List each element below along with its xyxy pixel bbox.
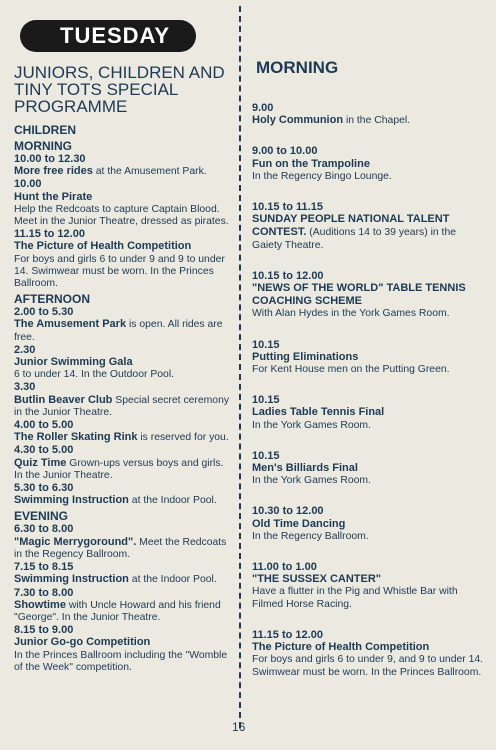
entry-body: [252, 641, 484, 679]
entry-time: 9.00 to 10.00: [252, 145, 318, 158]
entry-time: 10.15: [252, 338, 280, 351]
morning-list: [14, 153, 232, 290]
entry-time: 10.15 to 11.15: [252, 201, 323, 214]
entry-text: is open. All rides are free.: [14, 319, 223, 343]
entry-time: 9.00: [252, 102, 274, 114]
entry-text: In the Regency Bingo Lounge.: [252, 170, 392, 182]
schedule-entry: [14, 344, 232, 382]
entry-title: Swimming Instruction: [14, 494, 129, 507]
entry-body: [252, 462, 484, 487]
schedule-entry: [14, 561, 232, 586]
schedule-entry: [14, 228, 232, 290]
entry-title: "NEWS OF THE WORLD" TABLE TENNIS COACHING SCHEME: [252, 282, 466, 308]
evening-list: [14, 523, 232, 673]
page-number: 16: [232, 720, 246, 734]
afternoon-list: [14, 306, 232, 507]
section-morning: MORNING: [14, 139, 72, 153]
right-heading: MORNING: [256, 58, 339, 77]
entry-text: In the York Games Room.: [252, 475, 371, 487]
entry-text: in the Chapel.: [343, 115, 411, 127]
entry-text: at the Indoor Pool.: [128, 574, 217, 586]
entry-body: [252, 573, 484, 611]
entry-text: (Auditions 14 to 39 years) in the Gaiety Theatre.: [252, 227, 456, 251]
entry-text: Help the Redcoats to capture Captain Blood. Meet in the Junior Theatre, dressed as pirates.: [14, 203, 229, 228]
entry-body: [14, 536, 232, 561]
schedule-entry: [14, 523, 232, 561]
section-children: CHILDREN: [14, 123, 76, 137]
entry-text: For Kent House men on the Putting Green.: [252, 364, 450, 376]
entry-time: 11.15 to 12.00: [14, 228, 85, 241]
entry-body: [14, 494, 232, 507]
entry-title: Ladies Table Tennis Final: [252, 406, 385, 419]
entry-title: Showtime: [14, 598, 66, 611]
schedule-entry: [252, 339, 484, 377]
entry-title: Men's Billiards Final: [252, 462, 358, 475]
section-evening: EVENING: [14, 509, 69, 524]
entry-title: The Amusement Park: [14, 318, 127, 331]
entry-time: 3.30: [14, 381, 36, 394]
entry-title: More free rides: [14, 165, 93, 178]
schedule-entry: [14, 587, 232, 625]
entry-time: 7.30 to 8.00: [14, 586, 74, 599]
column-divider: [239, 6, 241, 728]
schedule-entry: [252, 450, 484, 488]
schedule-entry: [14, 624, 232, 674]
schedule-entry: [14, 419, 232, 444]
entry-text: at the Amusement Park.: [92, 166, 207, 178]
entry-title: "THE SUSSEX CANTER": [252, 573, 382, 586]
schedule-entry: [252, 629, 484, 679]
entry-body: [14, 165, 232, 178]
entry-time: 10.00 to 12.30: [14, 153, 86, 165]
entry-body: [252, 282, 484, 321]
entry-body: [14, 636, 232, 674]
schedule-entry: [14, 178, 232, 228]
entry-time: 10.30 to 12.00: [252, 505, 324, 518]
entry-title: The Picture of Health Competition: [14, 240, 192, 253]
entry-body: [14, 431, 232, 444]
entry-text: Special secret ceremony in the Junior Theatre.: [14, 394, 230, 418]
entry-text: at the Indoor Pool.: [128, 495, 217, 507]
entry-time: 11.15 to 12.00: [252, 628, 323, 641]
entry-text: For boys and girls 6 to under 9, and 9 to under 14. Swimwear must be worn. In the Princes Ballroom.: [252, 654, 484, 678]
entry-title: The Picture of Health Competition: [252, 641, 430, 654]
schedule-entry: [14, 153, 232, 178]
entry-body: [252, 518, 484, 543]
entry-title: Fun on the Trampoline: [252, 157, 370, 170]
entry-time: 10.15 to 12.00: [252, 269, 324, 282]
entry-body: [14, 394, 232, 419]
left-column: [14, 20, 232, 674]
schedule-entry: [252, 394, 484, 432]
entry-title: Putting Eliminations: [252, 350, 359, 363]
entry-text: In the York Games Room.: [252, 419, 371, 431]
entry-title: Swimming Instruction: [14, 573, 129, 586]
entry-time: 4.00 to 5.00: [14, 419, 74, 432]
schedule-entry: [252, 102, 484, 127]
entry-title: The Roller Skating Rink: [14, 431, 138, 444]
entry-title: SUNDAY PEOPLE NATIONAL TALENT CONTEST.: [252, 213, 450, 239]
entry-text: Grown-ups versus boys and girls. In the Junior Theatre.: [14, 457, 224, 481]
entry-body: [252, 351, 484, 376]
schedule-entry: [14, 306, 232, 344]
entry-time: 10.15: [252, 394, 280, 407]
right-entry-list: [252, 102, 484, 679]
entry-body: [14, 318, 232, 343]
entry-body: [252, 114, 484, 127]
entry-title: Hunt the Pirate: [14, 190, 93, 203]
entry-body: [252, 158, 484, 183]
schedule-entry: [14, 482, 232, 507]
schedule-entry: [252, 145, 484, 183]
entry-body: [252, 406, 484, 431]
entry-text: With Alan Hydes in the York Games Room.: [252, 308, 450, 320]
entry-time: 10.15: [252, 449, 280, 462]
schedule-entry: [14, 444, 232, 482]
schedule-entry: [252, 561, 484, 611]
entry-text: Meet the Redcoats in the Regency Ballroom.: [14, 536, 227, 560]
entry-title: Junior Go-go Competition: [14, 636, 151, 649]
entry-text: Have a flutter in the Pig and Whistle Bar with Filmed Horse Racing.: [252, 586, 458, 610]
entry-title: Butlin Beaver Club: [14, 393, 113, 406]
entry-body: [14, 573, 232, 586]
entry-body: [14, 599, 232, 624]
schedule-entry: [252, 270, 484, 321]
entry-body: [14, 240, 232, 290]
schedule-entry: [252, 505, 484, 543]
entry-time: 2.30: [14, 343, 36, 356]
entry-title: Holy Communion: [252, 114, 344, 127]
entry-title: "Magic Merrygoround".: [14, 535, 137, 548]
entry-time: 8.15 to 9.00: [14, 624, 74, 637]
programme-title: JUNIORS, CHILDREN AND TINY TOTS SPECIAL PROGRAMME: [14, 63, 225, 116]
entry-text: In the Princes Ballroom including the "Womble of the Week" competition.: [14, 649, 228, 673]
entry-text: In the Regency Ballroom.: [252, 530, 369, 542]
entry-time: 11.00 to 1.00: [252, 561, 317, 574]
day-banner: TUESDAY: [20, 20, 196, 52]
schedule-entry: [252, 201, 484, 252]
entry-text: For boys and girls 6 to under 9 and 9 to under 14. Swimwear must be worn. In the Princes Ballroom.: [14, 253, 225, 290]
entry-title: Junior Swimming Gala: [14, 356, 133, 369]
schedule-entry: [14, 381, 232, 419]
entry-body: [14, 356, 232, 381]
entry-text: is reserved for you.: [137, 432, 229, 444]
entry-time: 6.30 to 8.00: [14, 523, 74, 536]
entry-body: [14, 457, 232, 482]
entry-title: Quiz Time: [14, 456, 67, 469]
entry-time: 10.00: [14, 178, 42, 191]
entry-time: 2.00 to 5.30: [14, 306, 74, 319]
entry-time: 5.30 to 6.30: [14, 482, 74, 495]
entry-body: [252, 213, 484, 252]
entry-title: Old Time Dancing: [252, 517, 346, 530]
entry-body: [14, 191, 232, 229]
entry-time: 7.15 to 8.15: [14, 561, 74, 574]
entry-text: 6 to under 14. In the Outdoor Pool.: [14, 369, 175, 381]
right-column: [252, 58, 484, 697]
section-afternoon: AFTERNOON: [14, 292, 90, 307]
entry-text: with Uncle Howard and his friend "George". In the Junior Theatre.: [14, 599, 221, 623]
entry-time: 4.30 to 5.00: [14, 444, 74, 457]
